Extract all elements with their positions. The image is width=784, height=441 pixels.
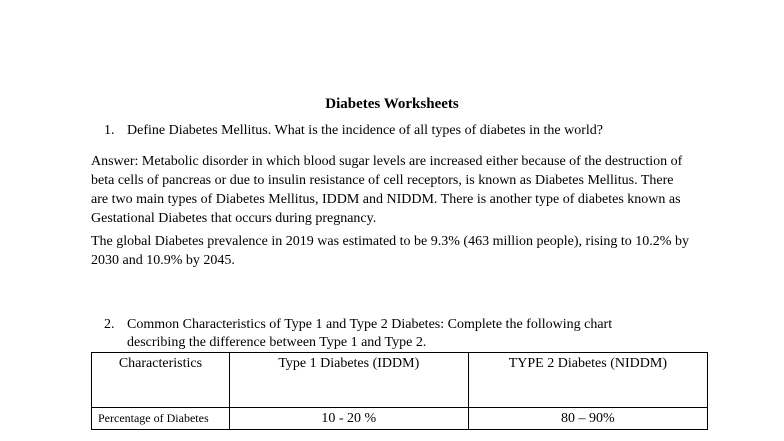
question-1 bbox=[104, 122, 603, 140]
question-2 bbox=[104, 316, 684, 352]
answer-paragraph-2: The global Diabetes prevalence in 2019 was estimated to be 9.3% (463 million people), rising to 10.2% by 2030 and 10.9% by 2045. bbox=[91, 234, 689, 268]
question-2-line-2: describing the difference between Type 1 and Type 2. bbox=[127, 335, 427, 350]
row-type2-value: 80 – 90% bbox=[468, 408, 707, 430]
table-row bbox=[92, 408, 708, 430]
row-type1-value: 10 - 20 % bbox=[229, 408, 468, 430]
answer-paragraph-1: Answer: Metabolic disorder in which blood sugar levels are increased either because of the destruction of beta cells of pancreas or due to insulin resistance of cell receptors, is known as Diabetes Mellitus. There are two main types of Diabetes Mellitus, IDDM and NIDDM. There is another type of diabetes known as Gestational Diabetes that occurs during pregnancy. bbox=[91, 154, 683, 226]
document-title: Diabetes Worksheets bbox=[325, 96, 459, 112]
question-1-text: Define Diabetes Mellitus. What is the incidence of all types of diabetes in the world? bbox=[127, 123, 603, 138]
question-2-line-1: Common Characteristics of Type 1 and Type 2 Diabetes: Complete the following chart bbox=[127, 317, 613, 332]
header-characteristics: Characteristics bbox=[92, 353, 230, 408]
comparison-table bbox=[91, 352, 708, 430]
question-1-number: 1. bbox=[104, 123, 115, 138]
answer-block bbox=[91, 152, 691, 270]
row-label: Percentage of Diabetes bbox=[92, 408, 230, 430]
table-header-row bbox=[92, 353, 708, 408]
question-2-number: 2. bbox=[104, 317, 115, 332]
header-type1: Type 1 Diabetes (IDDM) bbox=[229, 353, 468, 408]
header-type2: TYPE 2 Diabetes (NIDDM) bbox=[468, 353, 707, 408]
